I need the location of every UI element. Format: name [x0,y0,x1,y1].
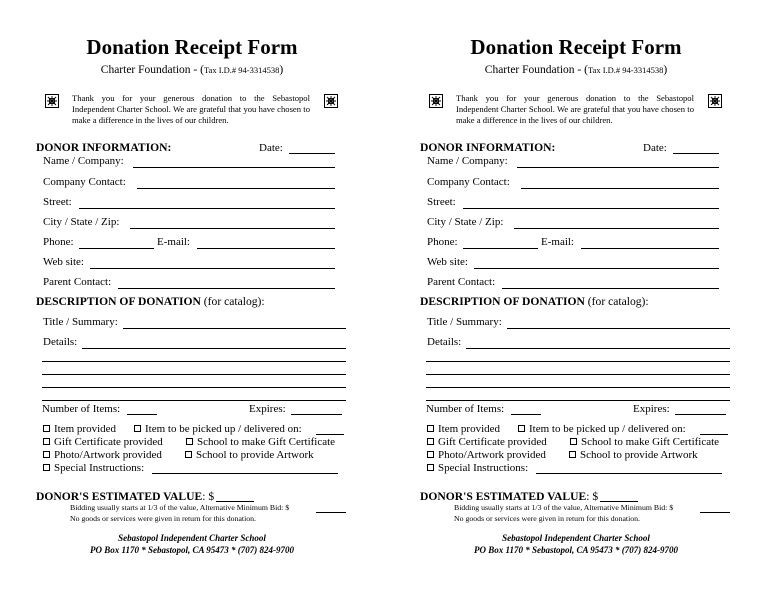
phone-label: Phone: [427,236,458,248]
checkbox[interactable] [43,438,50,445]
details-label: Details: [427,336,462,348]
parent-contact-field[interactable] [118,288,335,289]
school-artwork-option[interactable] [569,449,698,461]
checkbox[interactable] [427,438,434,445]
estimated-value-suffix: : $ [586,490,599,503]
description-header [36,295,265,308]
description-note: (for catalog): [584,295,649,308]
website-field[interactable] [474,268,719,269]
email-field[interactable] [197,248,335,249]
pickup-date-field[interactable] [700,434,728,435]
item-provided-option[interactable] [43,423,116,435]
checkbox[interactable] [43,451,50,458]
gift-cert-provided-option[interactable] [427,436,547,448]
form-title: Donation Receipt Form [470,35,682,59]
name-field[interactable] [133,167,335,168]
street-field[interactable] [463,208,719,209]
name-label: Name / Company: [427,155,508,167]
checkbox[interactable] [518,425,525,432]
estimated-value-header [420,490,598,503]
city-label: City / State / Zip: [43,216,120,228]
item-pickup-option[interactable] [134,423,302,435]
thank-you-message: Thank you for your generous donation to the Sebastopol Independent Charter School. We are grateful that you have chosen to make a difference in the lives of our children. [456,93,694,125]
street-label: Street: [43,196,72,208]
estimated-value-field[interactable] [216,501,254,502]
details-field[interactable] [82,348,346,349]
description-note: (for catalog): [200,295,265,308]
special-instructions-label: Special Instructions: [438,462,529,474]
details-label: Details: [43,336,78,348]
school-artwork-label: School to provide Artwork [196,449,314,461]
checkbox[interactable] [43,425,50,432]
details-line[interactable] [42,387,346,388]
company-contact-field[interactable] [137,188,335,189]
checkbox[interactable] [43,464,50,471]
website-label: Web site: [427,256,468,268]
email-label: E-mail: [541,236,574,248]
date-label: Date: [643,142,667,154]
name-label: Name / Company: [43,155,124,167]
phone-field[interactable] [79,248,154,249]
city-field[interactable] [130,228,335,229]
subtitle-close: ) [279,64,284,76]
thank-you-message: Thank you for your generous donation to the Sebastopol Independent Charter School. We are grateful that you have chosen to make a difference in the lives of our children. [72,93,310,125]
details-line[interactable] [426,361,730,362]
pickup-date-field[interactable] [316,434,344,435]
description-title: DESCRIPTION OF DONATION [36,295,201,308]
special-instructions-label: Special Instructions: [54,462,145,474]
subtitle-close: ) [663,64,668,76]
tax-id: Tax I.D.# 94-3314538 [587,65,664,75]
checkbox[interactable] [427,425,434,432]
details-line[interactable] [42,374,346,375]
school-artwork-label: School to provide Artwork [580,449,698,461]
school-gift-cert-option[interactable] [186,436,335,448]
date-field[interactable] [673,153,719,154]
checkbox[interactable] [569,451,576,458]
checkbox[interactable] [427,464,434,471]
photo-artwork-label: Photo/Artwork provided [438,449,546,461]
subtitle-main: Charter Foundation - ( [100,64,204,76]
school-artwork-option[interactable] [185,449,314,461]
school-gift-cert-label: School to make Gift Certificate [197,436,336,448]
gift-cert-provided-option[interactable] [43,436,163,448]
photo-artwork-option[interactable] [427,449,546,461]
photo-artwork-option[interactable] [43,449,162,461]
form-title: Donation Receipt Form [86,35,298,59]
title-summary-label: Title / Summary: [43,316,118,328]
checkbox[interactable] [134,425,141,432]
estimated-value-header [36,490,214,503]
donation-form-right [384,0,768,593]
bidding-note: Bidding usually starts at 1/3 of the value, Alternative Minimum Bid: $ [70,503,290,512]
name-field[interactable] [517,167,719,168]
expires-label: Expires: [633,403,670,415]
form-subtitle [0,64,384,76]
street-label: Street: [427,196,456,208]
website-label: Web site: [43,256,84,268]
parent-contact-label: Parent Contact: [427,276,496,288]
footer-address: PO Box 1170 * Sebastopol, CA 95473 * (707) 824-9700 [473,545,678,555]
expires-field[interactable] [675,414,726,415]
date-field[interactable] [289,153,335,154]
street-field[interactable] [79,208,335,209]
no-goods-note: No goods or services were given in return for this donation. [70,514,256,523]
city-label: City / State / Zip: [427,216,504,228]
footer-school: Sebastopol Independent Charter School [118,533,266,543]
minimum-bid-field[interactable] [700,512,730,513]
school-gift-cert-option[interactable] [570,436,719,448]
estimated-value-suffix: : $ [202,490,215,503]
details-line[interactable] [426,387,730,388]
item-provided-label: Item provided [54,423,117,435]
celtic-knot-icon [708,94,722,108]
special-instructions-option[interactable] [427,462,528,474]
photo-artwork-label: Photo/Artwork provided [54,449,162,461]
details-line[interactable] [42,361,346,362]
item-provided-label: Item provided [438,423,501,435]
subtitle-main: Charter Foundation - ( [484,64,588,76]
celtic-knot-icon [45,94,59,108]
special-instructions-field[interactable] [152,473,338,474]
details-line[interactable] [42,400,346,401]
company-contact-label: Company Contact: [43,176,126,188]
footer-school: Sebastopol Independent Charter School [502,533,650,543]
special-instructions-field[interactable] [536,473,722,474]
no-goods-note: No goods or services were given in return for this donation. [454,514,640,523]
description-header [420,295,649,308]
item-provided-option[interactable] [427,423,500,435]
items-label: Number of Items: [42,403,121,415]
item-pickup-label: Item to be picked up / delivered on: [529,423,686,435]
estimated-value-title: DONOR'S ESTIMATED VALUE [36,490,203,503]
tax-id: Tax I.D.# 94-3314538 [203,65,280,75]
items-label: Number of Items: [426,403,505,415]
expires-field[interactable] [291,414,342,415]
parent-contact-label: Parent Contact: [43,276,112,288]
checkbox[interactable] [570,438,577,445]
description-title: DESCRIPTION OF DONATION [420,295,585,308]
company-contact-field[interactable] [521,188,719,189]
title-summary-field[interactable] [123,328,346,329]
item-pickup-option[interactable] [518,423,686,435]
parent-contact-field[interactable] [502,288,719,289]
title-summary-field[interactable] [507,328,730,329]
title-summary-label: Title / Summary: [427,316,502,328]
bidding-note: Bidding usually starts at 1/3 of the value, Alternative Minimum Bid: $ [454,503,674,512]
item-pickup-label: Item to be picked up / delivered on: [145,423,302,435]
celtic-knot-icon [324,94,338,108]
checkbox[interactable] [427,451,434,458]
estimated-value-title: DONOR'S ESTIMATED VALUE [420,490,587,503]
city-field[interactable] [514,228,719,229]
expires-label: Expires: [249,403,286,415]
footer-address: PO Box 1170 * Sebastopol, CA 95473 * (707) 824-9700 [89,545,294,555]
gift-cert-provided-label: Gift Certificate provided [54,436,163,448]
checkbox[interactable] [186,438,193,445]
donor-info-header: DONOR INFORMATION: [36,141,172,154]
website-field[interactable] [90,268,335,269]
estimated-value-field[interactable] [600,501,638,502]
celtic-knot-icon [429,94,443,108]
phone-label: Phone: [43,236,74,248]
special-instructions-option[interactable] [43,462,144,474]
donor-info-header: DONOR INFORMATION: [420,141,556,154]
details-line[interactable] [426,374,730,375]
checkbox[interactable] [185,451,192,458]
form-subtitle [384,64,768,76]
school-gift-cert-label: School to make Gift Certificate [581,436,720,448]
details-line[interactable] [426,400,730,401]
gift-cert-provided-label: Gift Certificate provided [438,436,547,448]
minimum-bid-field[interactable] [316,512,346,513]
email-field[interactable] [581,248,719,249]
company-contact-label: Company Contact: [427,176,510,188]
items-field[interactable] [127,414,157,415]
details-field[interactable] [466,348,730,349]
items-field[interactable] [511,414,541,415]
email-label: E-mail: [157,236,190,248]
phone-field[interactable] [463,248,538,249]
date-label: Date: [259,142,283,154]
